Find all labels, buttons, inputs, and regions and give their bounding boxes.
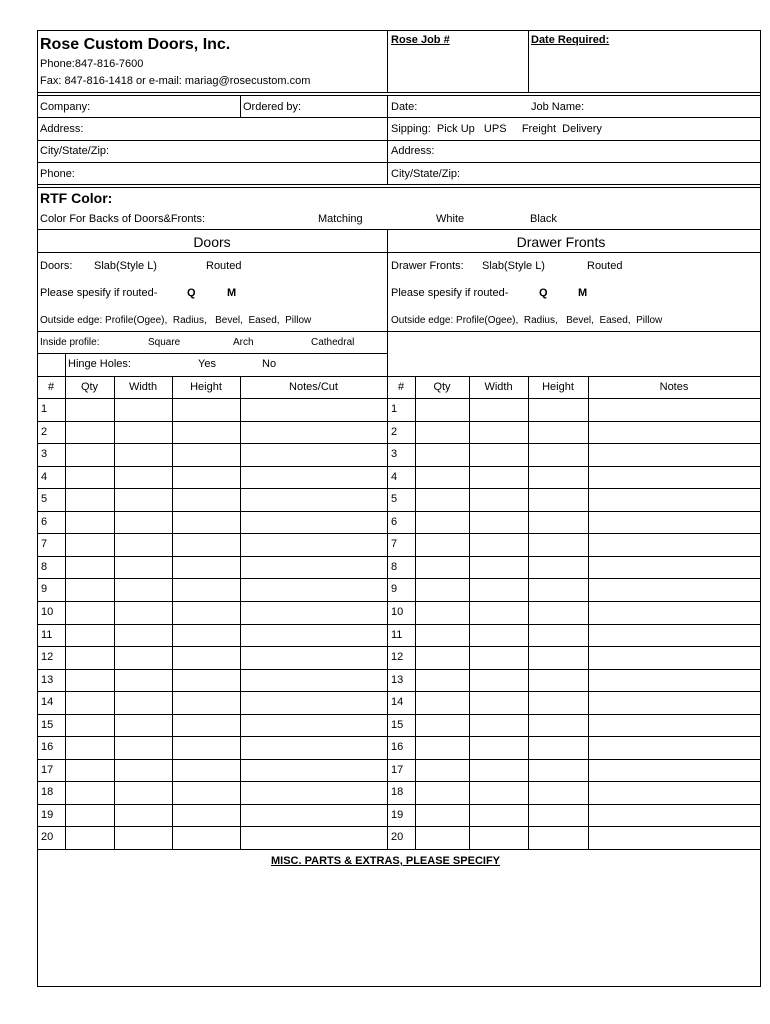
doors-row-number: 2	[41, 426, 48, 438]
drawer-col-notes: Notes	[659, 381, 689, 393]
drawer-row-number: 10	[391, 606, 404, 618]
company-field[interactable]: Company:	[40, 101, 91, 113]
drawer-row-number: 17	[391, 764, 404, 776]
drawer-row-number: 14	[391, 696, 404, 708]
drawer-row-number: 12	[391, 651, 404, 663]
doors-row-number: 19	[41, 809, 54, 821]
row-divider	[387, 601, 761, 602]
ship-address-field[interactable]: Address:	[391, 145, 435, 157]
drawer-col-height: Height	[542, 381, 574, 393]
row-divider	[37, 646, 387, 647]
misc-parts-area[interactable]	[40, 872, 756, 982]
misc-parts-label: MISC. PARTS & EXTRAS, PLEASE SPECIFY	[271, 855, 500, 867]
row-divider	[37, 533, 387, 534]
drawer-row-number: 11	[391, 629, 403, 641]
doors-row-number: 9	[41, 583, 48, 595]
job-name-field[interactable]: Job Name:	[531, 101, 585, 113]
doors-row-number: 3	[41, 448, 48, 460]
drawer-type-slab[interactable]: Slab(Style L)	[482, 260, 545, 272]
doors-row-number: 5	[41, 493, 48, 505]
row-divider	[387, 781, 761, 782]
row-divider	[387, 736, 761, 737]
doors-col-notes: Notes/Cut	[289, 381, 338, 393]
doors-row-number: 7	[41, 538, 48, 550]
row-divider	[387, 624, 761, 625]
doors-type-slab[interactable]: Slab(Style L)	[94, 260, 157, 272]
drawer-row-number: 15	[391, 719, 404, 731]
doors-outside-edge[interactable]: Outside edge: Profile(Ogee), Radius, Bevel, Eased, Pillow	[40, 315, 312, 326]
drawer-fronts-section-title: Drawer Fronts	[516, 234, 606, 250]
row-divider	[37, 488, 387, 489]
row-divider	[387, 556, 761, 557]
drawer-routed-prompt: Please spesify if routed-	[391, 287, 509, 299]
drawer-type-routed[interactable]: Routed	[587, 260, 623, 272]
hinge-holes-yes[interactable]: Yes	[198, 358, 216, 370]
hinge-holes-label: Hinge Holes:	[68, 358, 131, 370]
drawer-row-number: 6	[391, 516, 398, 528]
row-divider	[387, 804, 761, 805]
row-divider	[387, 714, 761, 715]
doors-row-number: 12	[41, 651, 54, 663]
doors-col-height: Height	[190, 381, 222, 393]
doors-row-number: 18	[41, 786, 54, 798]
row-divider	[387, 691, 761, 692]
row-divider	[37, 443, 387, 444]
date-required-label: Date Required:	[531, 34, 610, 46]
drawer-row-number: 5	[391, 493, 398, 505]
drawer-routed-q[interactable]: Q	[539, 287, 548, 299]
doors-row-number: 16	[41, 741, 54, 753]
doors-col-number: #	[47, 381, 55, 393]
doors-row-number: 1	[41, 403, 48, 415]
doors-type-label: Doors:	[40, 260, 73, 272]
drawer-row-number: 4	[391, 471, 398, 483]
company-name: Rose Custom Doors, Inc.	[40, 36, 231, 53]
row-divider	[387, 466, 761, 467]
drawer-row-number: 20	[391, 831, 404, 843]
row-divider	[37, 421, 387, 422]
ship-city-state-zip-field[interactable]: City/State/Zip:	[391, 168, 461, 180]
company-phone: Phone:847-816-7600	[40, 58, 144, 70]
drawer-row-number: 18	[391, 786, 404, 798]
drawer-type-label: Drawer Fronts:	[391, 260, 464, 272]
row-divider	[37, 804, 387, 805]
row-divider	[387, 578, 761, 579]
doors-routed-m[interactable]: M	[227, 287, 237, 299]
row-divider	[37, 556, 387, 557]
doors-row-number: 17	[41, 764, 54, 776]
row-divider	[37, 466, 387, 467]
drawer-outside-edge[interactable]: Outside edge: Profile(Ogee), Radius, Bevel, Eased, Pillow	[391, 315, 663, 326]
date-field[interactable]: Date:	[391, 101, 418, 113]
row-divider	[37, 781, 387, 782]
rose-job-label: Rose Job #	[391, 34, 450, 46]
row-divider	[37, 511, 387, 512]
row-divider	[37, 578, 387, 579]
doors-row-number: 14	[41, 696, 54, 708]
doors-row-number: 8	[41, 561, 48, 573]
doors-routed-prompt: Please spesify if routed-	[40, 287, 158, 299]
row-divider	[37, 601, 387, 602]
row-divider	[37, 736, 387, 737]
row-divider	[387, 646, 761, 647]
color-option-matching[interactable]: Matching	[318, 213, 363, 225]
doors-type-routed[interactable]: Routed	[206, 260, 242, 272]
row-divider	[387, 533, 761, 534]
doors-row-number: 20	[41, 831, 54, 843]
row-divider	[37, 691, 387, 692]
phone-field[interactable]: Phone:	[40, 168, 75, 180]
doors-row-number: 6	[41, 516, 48, 528]
backs-color-label: Color For Backs of Doors&Fronts:	[40, 213, 206, 225]
row-divider	[387, 443, 761, 444]
row-divider	[387, 669, 761, 670]
inside-profile-square[interactable]: Square	[148, 337, 181, 348]
drawer-row-number: 9	[391, 583, 398, 595]
drawer-row-number: 1	[391, 403, 398, 415]
doors-col-qty: Qty	[80, 381, 99, 393]
row-divider	[387, 511, 761, 512]
city-state-zip-field[interactable]: City/State/Zip:	[40, 145, 110, 157]
doors-row-number: 15	[41, 719, 54, 731]
company-contact: Fax: 847-816-1418 or e-mail: mariag@rosecustom.com	[40, 75, 311, 87]
shipping-options[interactable]: Sipping: Pick Up UPS Freight Delivery	[391, 123, 602, 135]
drawer-row-number: 7	[391, 538, 398, 550]
drawer-row-number: 13	[391, 674, 404, 686]
drawer-row-number: 16	[391, 741, 404, 753]
drawer-row-number: 2	[391, 426, 398, 438]
inside-profile-label: Inside profile:	[40, 337, 100, 348]
doors-section-title: Doors	[193, 234, 231, 250]
row-divider	[37, 714, 387, 715]
doors-routed-q[interactable]: Q	[187, 287, 196, 299]
drawer-routed-m[interactable]: M	[578, 287, 588, 299]
inside-profile-cathedral[interactable]: Cathedral	[311, 337, 355, 348]
drawer-row-number: 8	[391, 561, 398, 573]
row-divider	[387, 826, 761, 827]
row-divider	[37, 826, 387, 827]
color-option-white[interactable]: White	[436, 213, 465, 225]
drawer-col-width: Width	[484, 381, 513, 393]
doors-row-number: 13	[41, 674, 54, 686]
row-divider	[387, 759, 761, 760]
drawer-row-number: 19	[391, 809, 404, 821]
row-divider	[387, 488, 761, 489]
row-divider	[37, 624, 387, 625]
drawer-row-number: 3	[391, 448, 398, 460]
hinge-holes-no[interactable]: No	[262, 358, 277, 370]
inside-profile-arch[interactable]: Arch	[233, 337, 254, 348]
row-divider	[37, 669, 387, 670]
row-divider	[37, 759, 387, 760]
drawer-col-number: #	[397, 381, 405, 393]
row-divider	[387, 421, 761, 422]
doors-row-number: 10	[41, 606, 54, 618]
doors-row-number: 11	[41, 629, 53, 641]
color-option-black[interactable]: Black	[530, 213, 557, 225]
rtf-color-title: RTF Color:	[40, 190, 113, 206]
drawer-col-qty: Qty	[433, 381, 451, 393]
doors-row-number: 4	[41, 471, 48, 483]
ordered-by-field[interactable]: Ordered by:	[243, 101, 302, 113]
doors-col-width: Width	[128, 381, 158, 393]
address-field[interactable]: Address:	[40, 123, 84, 135]
